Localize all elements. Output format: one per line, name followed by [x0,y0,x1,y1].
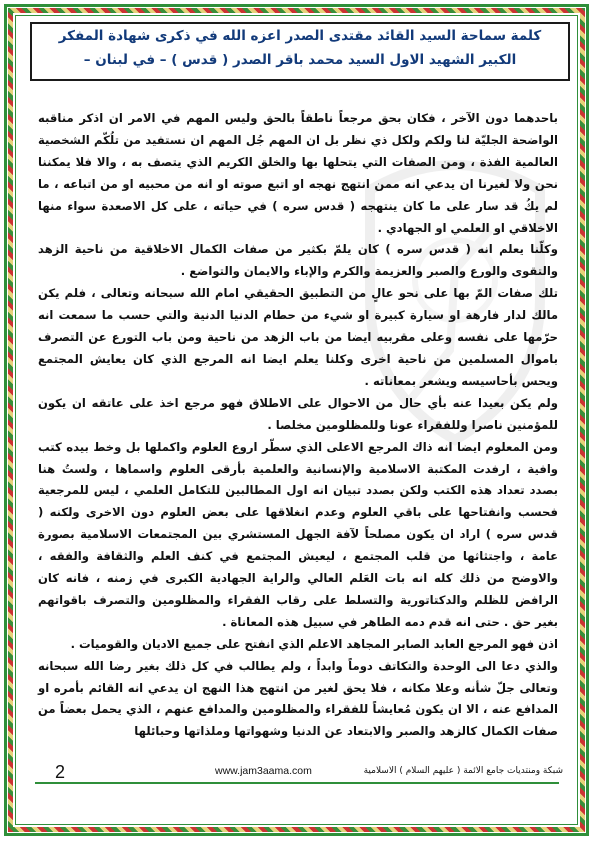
paragraph: ومن المعلوم ايضا انه ذاك المرجع الاعلى الذي سطّر اروع العلوم واكملها بل وخط بيده كتب وافية ، ارفدت المكتبة الاسلامية والإنسانية والعلمية بأرقى العلوم واسماها ، ولستُ هنا بصدد تعداد هذه الكتب ولكن بصدد تبيان انه اول المطالبين للتكامل العلمي ، ليس للمرجعية فحسب وانفتاحها على باقي العلوم وعدم انغلاقها على بعض العلوم دون الاخرى ولكنه ( قدس سره ) اراد ان يكون مصلحاً لآفة الجهل المستشري بين المجتمعات الاسلامية بصورة عامة ، واجتثاثها من قلب المجتمع ، ليعيش المجتمع في كنف العلم والثقافة والفقه ، والاوضح من ذلك كله انه بات العَلم العالي والراية الجهادية الكبرى في زمنه ، فانه كان الرافض للظلم والدكتاتورية والتسلط على رقاب الفقراء والمظلومين والتصرف باقواتهم بغير حق . حتى انه قدم دمه الطاهر في سبيل هذه المعاناة . [38,439,558,629]
paragraph: باحدهما دون الآخر ، فكان بحق مرجعاً ناطقاً بالحق وليس المهم في الامر ان اذكر مناقبه الواضحة الجليّة لنا ولكم ولكل ذي نظر بل ان المهم جُل المهم ان نستفيد من تلُكّم الشخصية العالمية الفذة ، ومن الصفات التي يتحلها بها والخلق الكريم الذي يتصف به ، والا فلا يمكننا نحن ولا لغيرنا ان يدعي انه ممن انتهج نهجه او اتبع صوته او انه من محبيه او من اتباعه ، ما لم يكُ قد سار على ما كان ينتهجه ( قدس سره ) في حياته ، على كل الاصعدة سواء منها الاخلاقي او العلمي او الجهادي . [38,111,558,235]
article-body [38,108,558,758]
paragraph: والذي دعا الى الوحدة والتكاتف دوماً وابداً ، ولم يطالب في كل ذلك بغير رضا الله سبحانه وتعالى جلّ شأنه وعلا مكانه ، فلا يحق لغير من انتهج هذا النهج ان يدعي انه القائم بأمره او المدافع عنه ، الا ان يكون مُعايشاً للفقراء والمظلومين والمدافع عنهم ، الذي يحمل بعضاً من صفات الكمال كالزهد والصبر والابتعاد عن الدنيا وشهواتها وملذاتها وحبائلها [38,658,558,739]
footer-divider [35,782,559,784]
title-box [30,22,570,81]
title-line-2: الكبير الشهيد الاول السيد محمد باقر الصدر ( قدس ) – في لبنان – [83,52,517,68]
paragraph: ولم يكن بعيدا عنه بأي حال من الاحوال على الاطلاق فهو مرجع اخذ على عاتقه ان يكون للمؤمنين ناصرا وللفقراء عونا وللمظلومين مخلصا . [38,395,558,432]
paragraph: تلك صفات المّ بها على نحو عالٍ من التطبيق الحقيقي امام الله سبحانه وتعالى ، فلم يكن مالك لدار فارهة او سيارة كبيرة او شيء من حطام الدنيا الدنية والتي حسب ما سمعت انه حرّمها على نفسه وعلى مقربيه ايضا من باب الزهد من ناحية ومن باب التورع عن التصرف باموال المسلمين من ناحية اخرى وكلنا يعلم ايضا انه المرجع الذي كان يعايش المجتمع ويحس بأحاسيسه ويشعر بمعاناته . [38,286,558,388]
footer-site-name: شبكة ومنتديات جامع الائمة ( عليهم السلام ) الاسلامية [363,766,563,776]
title-line-1: كلمة سماحة السيد القائد مقتدى الصدر اعزه الله في ذكرى شهادة المفكر [58,28,542,44]
footer-url-link[interactable]: www.jam3aama.com [215,765,312,777]
paragraph: وكلّنا يعلم انه ( قدس سره ) كان يلمّ بكثير من صفات الكمال الاخلاقية من ناحية الزهد والتقوى والورع والصبر والعزيمة والكرم والإباء والايمان والتواضع . [38,242,558,279]
page-number: 2 [55,762,66,782]
paragraph: اذن فهو المرجع العابد الصابر المجاهد الاعلم الذي انفتح على جميع الاديان والقوميات . [70,636,558,651]
